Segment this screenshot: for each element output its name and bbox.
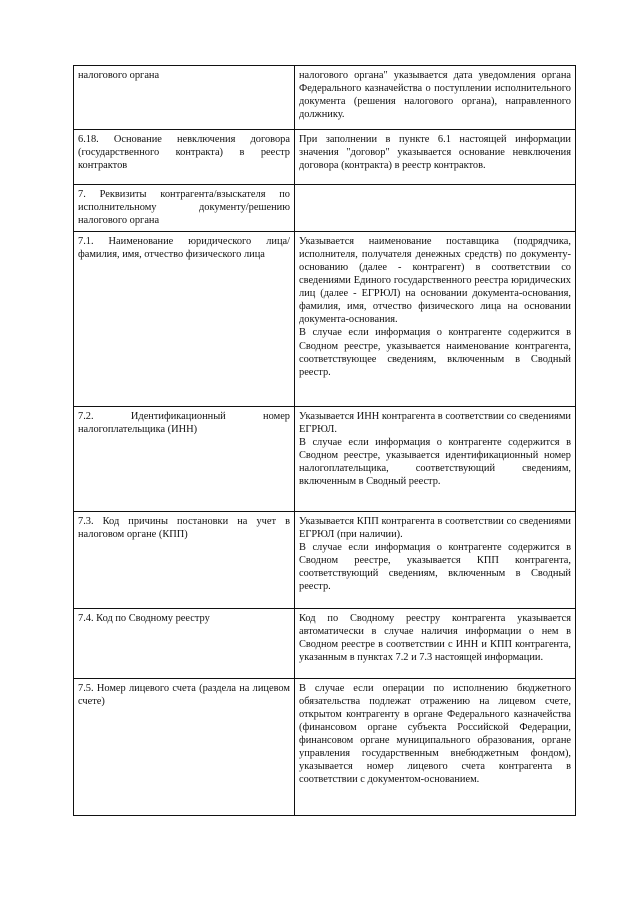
- field-name-cell: [74, 185, 295, 232]
- field-description-paragraph: Указывается ИНН контрагента в соответствии со сведениями ЕГРЮЛ.: [299, 411, 571, 436]
- field-description-cell: [295, 185, 576, 232]
- field-description-cell: [295, 512, 576, 609]
- field-name-cell: [74, 512, 295, 609]
- field-description-paragraph: Указывается КПП контрагента в соответствии со сведениями ЕГРЮЛ (при наличии).: [299, 516, 571, 541]
- field-description-paragraph: В случае если операции по исполнению бюджетного обязательства подлежат отражению на лицевом счете, открытом контрагенту в органе Федерального казначейства (финансовом органе субъекта Российской Федерации, финансовом органе муниципального образования, органе управления государственным внебюджетным фондом), указывается номер лицевого счета контрагента в соответствии с документом-основанием.: [299, 683, 571, 786]
- document-table: [73, 65, 576, 816]
- field-name-cell: [74, 679, 295, 816]
- field-description-cell: [295, 609, 576, 679]
- field-description-cell: [295, 232, 576, 407]
- table-row: [74, 407, 576, 512]
- table-row: [74, 232, 576, 407]
- field-description-paragraph: Указывается наименование поставщика (подрядчика, исполнителя, получателя денежных средств) по документу-основанию (далее - контрагент) в соответствии со сведениями Единого государственного реестра юридических лиц (далее - ЕГРЮЛ) на основании документа-основания, фамилия, имя, отчество физического лица на основании документа-основания.: [299, 236, 571, 326]
- field-name-cell: [74, 232, 295, 407]
- field-description-paragraph: Код по Сводному реестру контрагента указывается автоматически в случае наличия информации о нем в Сводном реестре в соответствии с ИНН и КПП контрагента, указанным в пунктах 7.2 и 7.3 настоящей информации.: [299, 613, 571, 664]
- field-name-cell: [74, 66, 295, 130]
- field-name-cell: [74, 407, 295, 512]
- table-row: [74, 185, 576, 232]
- field-name-cell: [74, 609, 295, 679]
- field-name: 6.18. Основание невключения договора (государственного контракта) в реестр контрактов: [78, 134, 290, 172]
- table-row: [74, 130, 576, 185]
- field-name-cell: [74, 130, 295, 185]
- field-description-cell: [295, 407, 576, 512]
- field-description-paragraph: В случае если информация о контрагенте содержится в Сводном реестре, указывается КПП контрагента, соответствующий сведениям, включенным в Сводный реестр.: [299, 542, 571, 593]
- field-name: 7.3. Код причины постановки на учет в налоговом органе (КПП): [78, 516, 290, 541]
- field-name: 7.2. Идентификационный номер налогоплательщика (ИНН): [78, 411, 290, 436]
- field-name: 7.1. Наименование юридического лица/фамилия, имя, отчество физического лица: [78, 236, 290, 261]
- table-row: [74, 512, 576, 609]
- field-name: 7.4. Код по Сводному реестру: [78, 613, 210, 625]
- field-name: 7.5. Номер лицевого счета (раздела на лицевом счете): [78, 683, 290, 708]
- field-description-paragraph: В случае если информация о контрагенте содержится в Сводном реестре, указывается идентификационный номер налогоплательщика, соответствующий сведениям, включенным в Сводный реестр.: [299, 437, 571, 488]
- field-description-paragraph: При заполнении в пункте 6.1 настоящей информации значения "договор" указывается основание невключения договора (контракта) в реестр контрактов.: [299, 134, 571, 172]
- field-description-paragraph: В случае если информация о контрагенте содержится в Сводном реестре, указывается наименование контрагента, соответствующее сведениям, включенным в Сводный реестр.: [299, 327, 571, 378]
- table-row: [74, 679, 576, 816]
- field-description-paragraph: налогового органа" указывается дата уведомления органа Федерального казначейства о поступлении исполнительного документа (решения налогового органа), направленного должнику.: [299, 70, 571, 121]
- field-description-cell: [295, 66, 576, 130]
- table-row: [74, 609, 576, 679]
- field-description-cell: [295, 130, 576, 185]
- field-name: налогового органа: [78, 70, 160, 81]
- field-description-cell: [295, 679, 576, 816]
- field-name: 7. Реквизиты контрагента/взыскателя по исполнительному документу/решению налогового органа: [78, 189, 290, 227]
- table-row: [74, 66, 576, 130]
